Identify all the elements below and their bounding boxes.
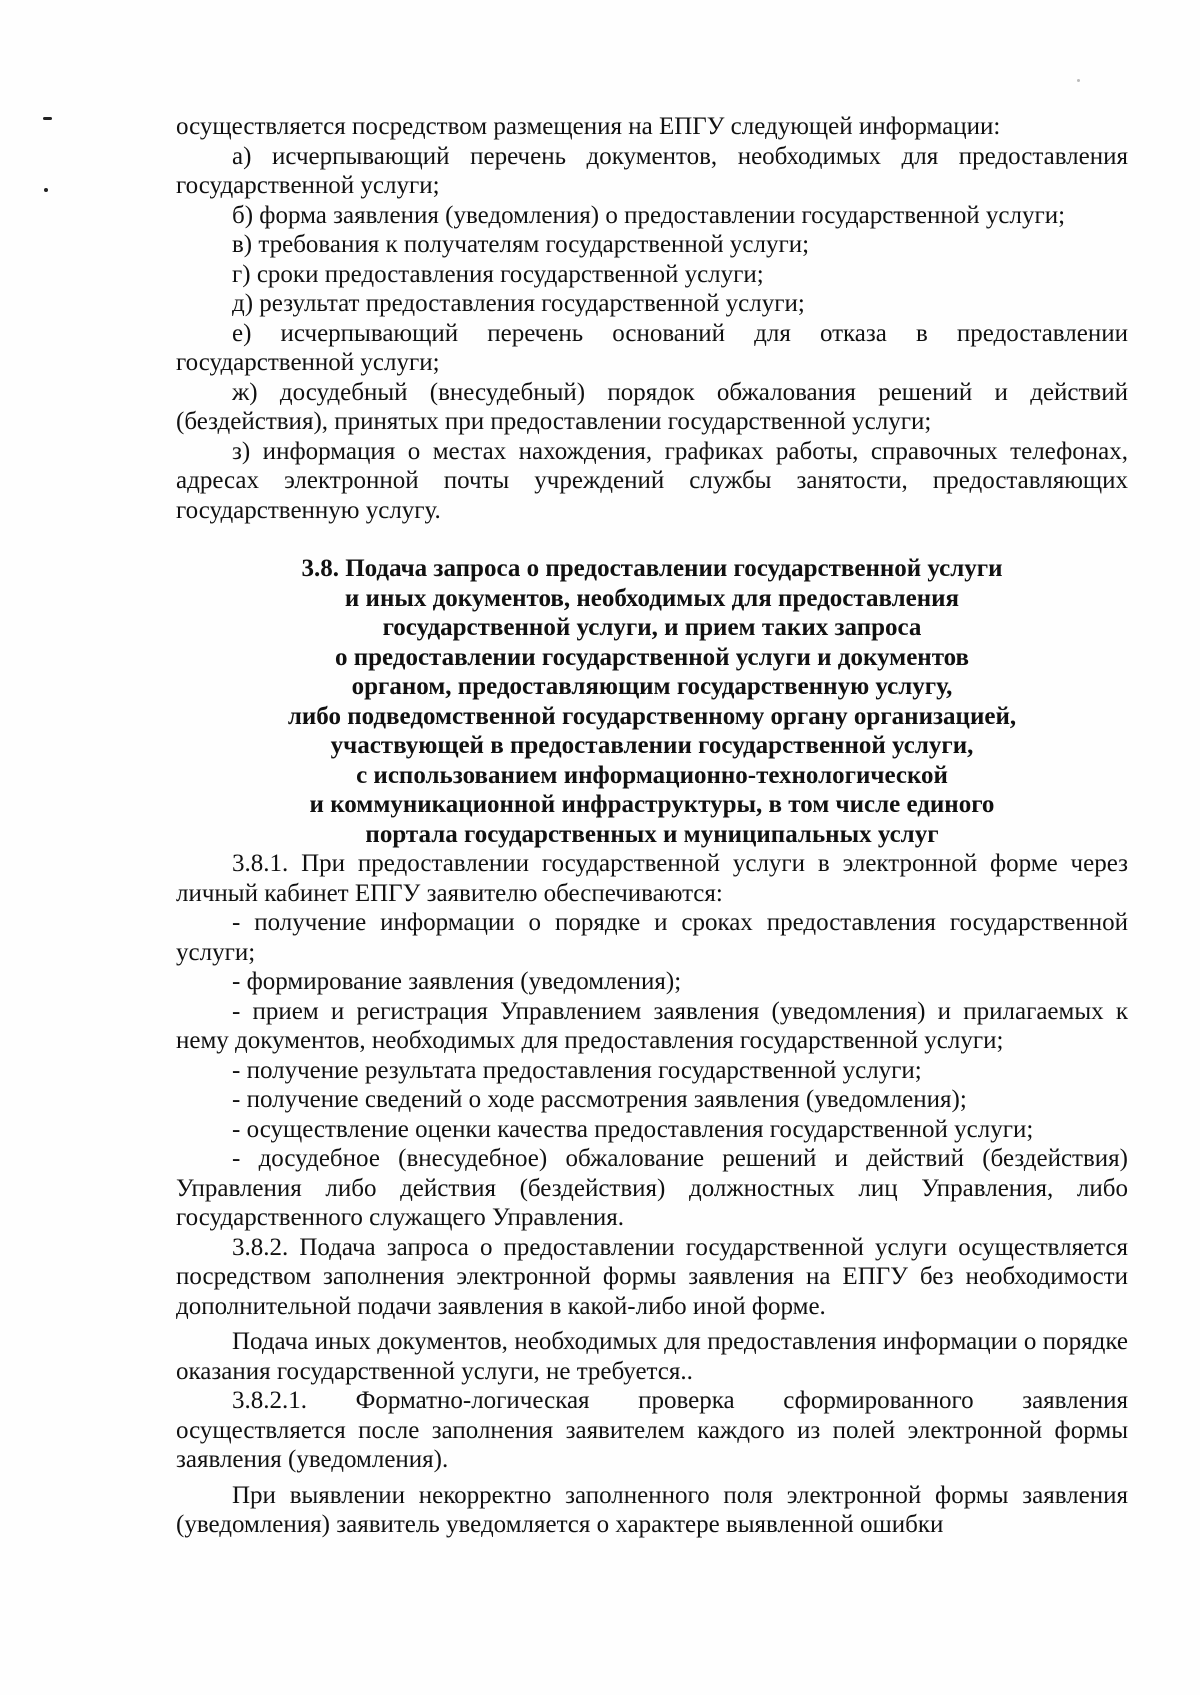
section-heading (176, 554, 1128, 849)
heading-line: с использованием информационно-технологической (356, 761, 948, 789)
bullet-item: - прием и регистрация Управлением заявления (уведомления) и прилагаемых к нему документов, необходимых для предоставления государственной услуги; (176, 997, 1128, 1054)
list-item-e: е) исчерпывающий перечень оснований для отказа в предоставлении государственной услуги; (176, 319, 1128, 376)
list-item-v: в) требования к получателям государственной услуги; (232, 231, 810, 258)
paragraph: При выявлении некорректно заполненного поля электронной формы заявления (уведомления) заявитель уведомляется о характере выявленной ошибки (176, 1481, 1128, 1538)
paragraph-3-8-1: 3.8.1. При предоставлении государственной услуги в электронной форме через личный кабинет ЕПГУ заявителю обеспечиваются: (176, 850, 1128, 907)
heading-line: и иных документов, необходимых для предоставления (344, 584, 960, 612)
paragraph: осуществляется посредством размещения на ЕПГУ следующей информации: (176, 113, 1001, 140)
bullet-item: - осуществление оценки качества предоставления государственной услуги; (232, 1115, 1034, 1143)
list-item-zh: ж) досудебный (внесудебный) порядок обжалования решений и действий (бездействия), принятых при предоставлении государственной услуги; (176, 378, 1128, 435)
list-item-b: б) форма заявления (уведомления) о предоставлении государственной услуги; (232, 201, 1066, 229)
bullet-item: - досудебное (внесудебное) обжалование решений и действий (бездействия) Управления либо действия (бездействия) должностных лиц Управления, либо государственного служащего Управления. (176, 1145, 1128, 1231)
list-item-g: г) сроки предоставления государственной услуги; (232, 260, 764, 288)
heading-line: и коммуникационной инфраструктуры, в том числе единого (309, 791, 995, 818)
paragraph-3-8-2-1: 3.8.2.1. Форматно-логическая проверка сформированного заявления осуществляется после заполнения заявителем каждого из полей электронной формы заявления (уведомления). (176, 1387, 1128, 1473)
list-item-d: д) результат предоставления государственной услуги; (232, 290, 805, 317)
heading-line: портала государственных и муниципальных услуг (365, 820, 939, 848)
heading-line: участвующей в предоставлении государственной услуги, (330, 732, 974, 759)
bullet-item: - формирование заявления (уведомления); (232, 968, 682, 995)
document-body (176, 112, 1128, 1540)
scan-artifact (1077, 79, 1080, 82)
heading-line: 3.8. Подача запроса о предоставлении государственной услуги (301, 555, 1003, 582)
heading-line: органом, предоставляющим государственную услугу, (351, 673, 953, 700)
bullet-item: - получение сведений о ходе рассмотрения заявления (уведомления); (232, 1086, 967, 1113)
bullet-item: - получение информации о порядке и сроках предоставления государственной услуги; (176, 909, 1128, 966)
paragraph: Подача иных документов, необходимых для предоставления информации о порядке оказания государственной услуги, не требуется.. (176, 1328, 1128, 1385)
heading-line: государственной услуги, и прием таких запроса (382, 614, 922, 641)
bullet-item: - получение результата предоставления государственной услуги; (232, 1056, 922, 1084)
heading-line: о предоставлении государственной услуги и документов (334, 643, 970, 671)
list-item-z: з) информация о местах нахождения, графиках работы, справочных телефонах, адресах электронной почты учреждений службы занятости, предоставляющих государственную услугу. (176, 437, 1128, 524)
scan-artifact (43, 117, 52, 120)
paragraph-3-8-2: 3.8.2. Подача запроса о предоставлении государственной услуги осуществляется посредством заполнения электронной формы заявления на ЕПГУ без необходимости дополнительной подачи заявления в какой-либо иной форме. (176, 1233, 1128, 1320)
list-item-a: а) исчерпывающий перечень документов, необходимых для предоставления государственной услуги; (176, 142, 1128, 199)
heading-line: либо подведомственной государственному органу организацией, (287, 702, 1017, 730)
scan-artifact (44, 188, 48, 192)
